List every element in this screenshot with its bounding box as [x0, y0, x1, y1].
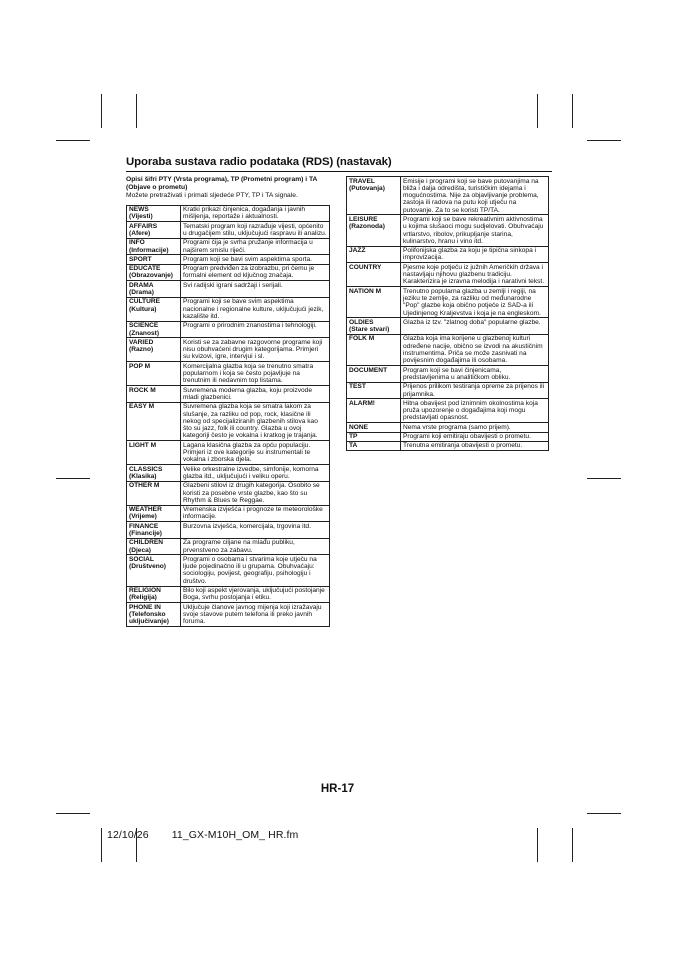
table-row — [127, 441, 330, 465]
pty-description: Lagana klasična glazba za opću populaciju. Primjeri iz ove kategorije su instrumentali te vokalna i zborska djela. — [181, 441, 330, 465]
pty-description: Koristi se za zabavne razgovorne programe koji nisu obuhvaćeni drugim kategorijama. Primjeri su kvizovi, igre, intervjui i sl. — [181, 338, 330, 362]
table-row — [127, 586, 330, 603]
pty-description: Burzovna izvješća, komercijala, trgovina itd. — [181, 522, 330, 539]
table-row — [127, 222, 330, 239]
pty-description: Polifonijska glazba za koju je tipična sinkopa i improvizacija. — [401, 246, 549, 263]
crop-mark — [537, 94, 538, 128]
pty-code-cell — [127, 362, 181, 386]
table-row — [127, 522, 330, 539]
pty-description: Prijenos prilikom testiranja opreme za prijenos ili prijamnika. — [401, 382, 549, 399]
pty-code: TEST — [349, 383, 366, 391]
table-row — [347, 263, 549, 287]
pty-code-translation: (Djeca) — [129, 546, 151, 554]
pty-code: OTHER M — [129, 482, 160, 490]
pty-code-cell — [347, 246, 401, 263]
table-row — [127, 205, 330, 222]
pty-code: EASY M — [129, 403, 155, 411]
pty-description: Kratki prikazi činjenica, događanja i javnih mišljenja, reportaže i aktualnosti. — [181, 205, 330, 222]
pty-description: Bilo koji aspekt vjerovanja, uključujući postojanje Boga, svrhu postojanja i etiku. — [181, 586, 330, 603]
pty-code-translation: (Klasika) — [129, 472, 157, 480]
pty-code: SPORT — [129, 255, 152, 263]
table-row — [347, 287, 549, 318]
table-row — [127, 238, 330, 255]
pty-code: INFO — [129, 239, 145, 247]
table-row — [347, 318, 549, 335]
pty-description: Program koji se bavi činjenicama, predstavljenima u analitičkom obliku. — [401, 366, 549, 383]
pty-code: DRAMA — [129, 281, 154, 289]
left-column — [126, 176, 330, 627]
pty-code-cell — [347, 215, 401, 246]
pty-description: Suvremena moderna glazba, koju proizvode mladi glazbenici. — [181, 386, 330, 403]
pty-description: Programi koji emitiraju obavijesti o prometu. — [401, 432, 549, 441]
pty-code-cell — [127, 205, 181, 222]
pty-code: ROCK M — [129, 386, 156, 394]
table-row — [347, 215, 549, 246]
page-number: HR-17 — [320, 783, 355, 795]
pty-code: PHONE IN — [129, 603, 161, 611]
crop-mark — [587, 478, 621, 479]
crop-mark — [537, 828, 538, 862]
pty-table-left — [126, 205, 330, 627]
pty-code: FOLK M — [349, 335, 375, 343]
table-row — [127, 255, 330, 264]
table-row — [347, 399, 549, 423]
pty-code-translation: (Društveno) — [129, 563, 166, 571]
crop-mark — [572, 828, 573, 862]
pty-code-cell — [347, 423, 401, 432]
crop-mark — [101, 94, 102, 128]
pty-code: WEATHER — [129, 506, 162, 514]
pty-code: NATION M — [349, 287, 382, 295]
table-row — [127, 321, 330, 338]
pty-code-translation: (Vrijeme) — [129, 513, 157, 521]
crop-mark — [587, 813, 621, 814]
pty-code-cell — [127, 402, 181, 440]
pty-code: CULTURE — [129, 298, 161, 306]
crop-mark — [136, 94, 137, 128]
pty-description: Program predviđen za izobrazbu, pri čemu je formalni element od ključnog značaja. — [181, 264, 330, 281]
footer-date: 12/10/26 — [107, 829, 149, 841]
table-row — [127, 538, 330, 555]
pty-code: CHILDREN — [129, 539, 164, 547]
pty-code-cell — [347, 318, 401, 335]
pty-code-cell — [347, 432, 401, 441]
pty-code-cell — [127, 222, 181, 239]
pty-code-cell — [127, 538, 181, 555]
pty-description: Nema vrste programa (samo prijem). — [401, 423, 549, 432]
pty-code-cell — [347, 177, 401, 215]
table-row — [127, 297, 330, 321]
pty-code: DOCUMENT — [349, 366, 388, 374]
pty-code: TP — [349, 433, 358, 440]
pty-description: Programi koji se bave svim aspektima nacionalne i regionalne kulture, uključujući jezik, kazalište itd. — [181, 297, 330, 321]
table-row — [127, 338, 330, 362]
pty-description: Programi o osobama i stvarima koje utječu na ljude pojedinačno ili u grupama. Obuhvaćaju: sociologiju, povijest, geografiju, psihologiju i društvo. — [181, 555, 330, 586]
pty-description: Uključuje članove javnog mijenja koji izražavaju svoje stavove putem telefona ili preko javnih foruma. — [181, 603, 330, 627]
pty-code-translation: (Znanost) — [129, 329, 160, 337]
pty-code: SOCIAL — [129, 555, 154, 563]
pty-code-cell — [127, 386, 181, 403]
table-row — [127, 386, 330, 403]
pty-code-cell — [347, 441, 401, 450]
intro-heading: Opisi šifri PTY (Vrsta programa), TP (Prometni program) i TA (Objave o prometu) — [126, 176, 318, 192]
table-row — [347, 246, 549, 263]
pty-code-translation: (Razonoda) — [349, 223, 385, 231]
pty-description: Velike orkestralne izvedbe, simfonije, komorna glazba itd., uključujući i veliku operu. — [181, 465, 330, 482]
pty-code: NEWS — [129, 206, 149, 214]
pty-code: CLASSICS — [129, 465, 163, 473]
pty-code-translation: (Kultura) — [129, 305, 157, 313]
table-row — [347, 366, 549, 383]
table-row — [127, 362, 330, 386]
table-row — [347, 382, 549, 399]
table-row — [127, 465, 330, 482]
pty-description: Trenutno popularna glazba u zemlji i regiji, na jeziku te zemlje, za razliku od međunarodne "Pop" glazbe koja obično potječe iz SAD-a ili Ujedinjenog Kraljevstva i koja je na engleskom. — [401, 287, 549, 318]
pty-code-translation: (Razno) — [129, 346, 154, 354]
pty-code-cell — [347, 366, 401, 383]
section-title: Uporaba sustava radio podataka (RDS) (nastavak) — [126, 156, 552, 172]
pty-code-cell — [127, 441, 181, 465]
pty-code-translation: (Putovanja) — [349, 184, 385, 192]
pty-code-translation: (Drama) — [129, 289, 154, 297]
pty-code-cell — [347, 382, 401, 399]
pty-code: ALARM! — [349, 399, 376, 407]
pty-code-cell — [127, 586, 181, 603]
table-row — [347, 423, 549, 432]
pty-code-cell — [347, 334, 401, 365]
pty-code-cell — [127, 281, 181, 298]
pty-code-cell — [127, 297, 181, 321]
pty-code-cell — [127, 264, 181, 281]
crop-mark — [572, 94, 573, 128]
pty-code-translation: (Afere) — [129, 230, 151, 237]
pty-description: Pjesme koje potječu iz južnih Američkih država i nastavljaju njihovu glazbenu tradiciju. Karakterizira je izravna melodija i narativni tekst. — [401, 263, 549, 287]
pty-code: FINANCE — [129, 522, 159, 530]
pty-code: NONE — [349, 423, 369, 431]
crop-mark — [101, 828, 102, 862]
pty-code-translation: (Informacije) — [129, 246, 169, 254]
pty-code: TRAVEL — [349, 177, 375, 185]
crop-mark — [56, 478, 90, 479]
pty-description: Hitna obavijest pod iznimnim okolnostima koja pruža upozorenje o događajima koji mogu predstavljati opasnost. — [401, 399, 549, 423]
table-row — [127, 281, 330, 298]
pty-description: Za programe ciljane na mlađu publiku, prvenstveno za zabavu. — [181, 538, 330, 555]
pty-code-cell — [127, 522, 181, 539]
pty-description: Emisije i programi koji se bave putovanjima na bliža i dalja odredišta, turističkim idejama i mogućnostima. Nije za objavljivanje problema, zastoja ili radova na putu koji utječu na putovanje. Za to se koristi TP/TA. — [401, 177, 549, 215]
pty-description: Suvremena glazba koja se smatra lakom za slušanje, za razliku od pop, rock, klasične ili nekog od specijaliziranih glazbenih stilova kao što su jazz, folk ili country. Glazba u ovoj kategoriji često je vokalna i kratkog je trajanja. — [181, 402, 330, 440]
table-row — [127, 264, 330, 281]
pty-description: Trenutna emitiranja obavijesti o prometu. — [401, 441, 549, 450]
table-row — [127, 402, 330, 440]
pty-code-translation: (Financije) — [129, 529, 162, 537]
pty-description: Glazba koja ima korijene u glazbenoj kulturi određene nacije, obično se izvodi na akustičnim instrumentima. Priča se može zasnivati na povijesnim događajima ili osobama. — [401, 334, 549, 365]
pty-code-cell — [347, 399, 401, 423]
pty-code: COUNTRY — [349, 263, 382, 271]
table-row — [127, 555, 330, 586]
pty-code-translation: (Obrazovanje) — [129, 272, 173, 280]
right-column — [346, 176, 549, 451]
intro-text: Možete pretraživati i primati sljedeće PTY, TP i TA signale. — [126, 192, 298, 200]
pty-code-cell — [127, 321, 181, 338]
table-row — [347, 334, 549, 365]
pty-code: OLDIES — [349, 318, 374, 326]
pty-code-cell — [127, 481, 181, 505]
pty-description: Programi o prirodnim znanostima i tehnologiji. — [181, 321, 330, 338]
pty-description: Vremenska izvješća i prognoze te meteorološke informacije. — [181, 505, 330, 522]
table-row — [127, 481, 330, 505]
pty-code: EDUCATE — [129, 265, 161, 273]
pty-description: Programi koji se bave rekreativnim aktivnostima u kojima slušaoci mogu sudjelovati. Obuhvaćaju vrtlarstvo, ribolov, prikupljanje starina, kulinarstvo, hranu i vino itd. — [401, 215, 549, 246]
pty-code-cell — [127, 255, 181, 264]
footer — [107, 829, 298, 841]
pty-description: Glazba iz tzv. "zlatnog doba" popularne glazbe. — [401, 318, 549, 335]
pty-code-cell — [347, 263, 401, 287]
pty-description: Program koji se bavi svim aspektima sporta. — [181, 255, 330, 264]
pty-description: Programi čija je svrha pružanje informacija u najširem smislu riječi. — [181, 238, 330, 255]
pty-code: AFFAIRS — [129, 222, 158, 230]
pty-description: Tematski program koji razrađuje vijesti, općenito u drugačijem stilu, uključujući raspravu ili analizu. — [181, 222, 330, 239]
crop-mark — [587, 140, 621, 141]
crop-mark — [56, 140, 90, 141]
pty-code-cell — [127, 465, 181, 482]
pty-code: VARIED — [129, 338, 154, 346]
pty-code-cell — [347, 287, 401, 318]
pty-code-cell — [127, 505, 181, 522]
pty-code-cell — [127, 555, 181, 586]
pty-code: POP M — [129, 362, 151, 370]
pty-code: TA — [349, 442, 358, 450]
pty-code-translation: (Vijesti) — [129, 213, 153, 221]
table-row — [347, 432, 549, 441]
table-row — [127, 505, 330, 522]
pty-code: LIGHT M — [129, 441, 157, 449]
pty-code-translation: (Telefonsko uključivanje) — [129, 610, 169, 626]
pty-code-cell — [127, 338, 181, 362]
pty-code-translation: (Religija) — [129, 594, 157, 602]
pty-description: Svi radijski igrani sadržaji i serijali. — [181, 281, 330, 298]
pty-code-translation: (Stare stvari) — [349, 326, 390, 334]
pty-description: Komercijalna glazba koja se trenutno smatra popularnom i koja se često pojavljuje na trenutnim ili nedavnim top listama. — [181, 362, 330, 386]
footer-filename: 11_GX-M10H_OM_ HR.fm — [171, 829, 299, 841]
pty-table-right — [346, 176, 549, 451]
table-row — [347, 177, 549, 215]
table-row — [127, 603, 330, 627]
table-row — [347, 441, 549, 450]
crop-mark — [56, 813, 90, 814]
pty-code: JAZZ — [349, 247, 366, 255]
pty-description: Glazbeni stilovi iz drugih kategorija. Osobito se koristi za posebne vrste glazbe, kao što su Rhythm & Blues te Reggae. — [181, 481, 330, 505]
pty-code: RELIGION — [129, 587, 161, 595]
pty-code-cell — [127, 238, 181, 255]
pty-code: LEISURE — [349, 215, 378, 223]
pty-code: SCIENCE — [129, 322, 159, 330]
pty-code-cell — [127, 603, 181, 627]
